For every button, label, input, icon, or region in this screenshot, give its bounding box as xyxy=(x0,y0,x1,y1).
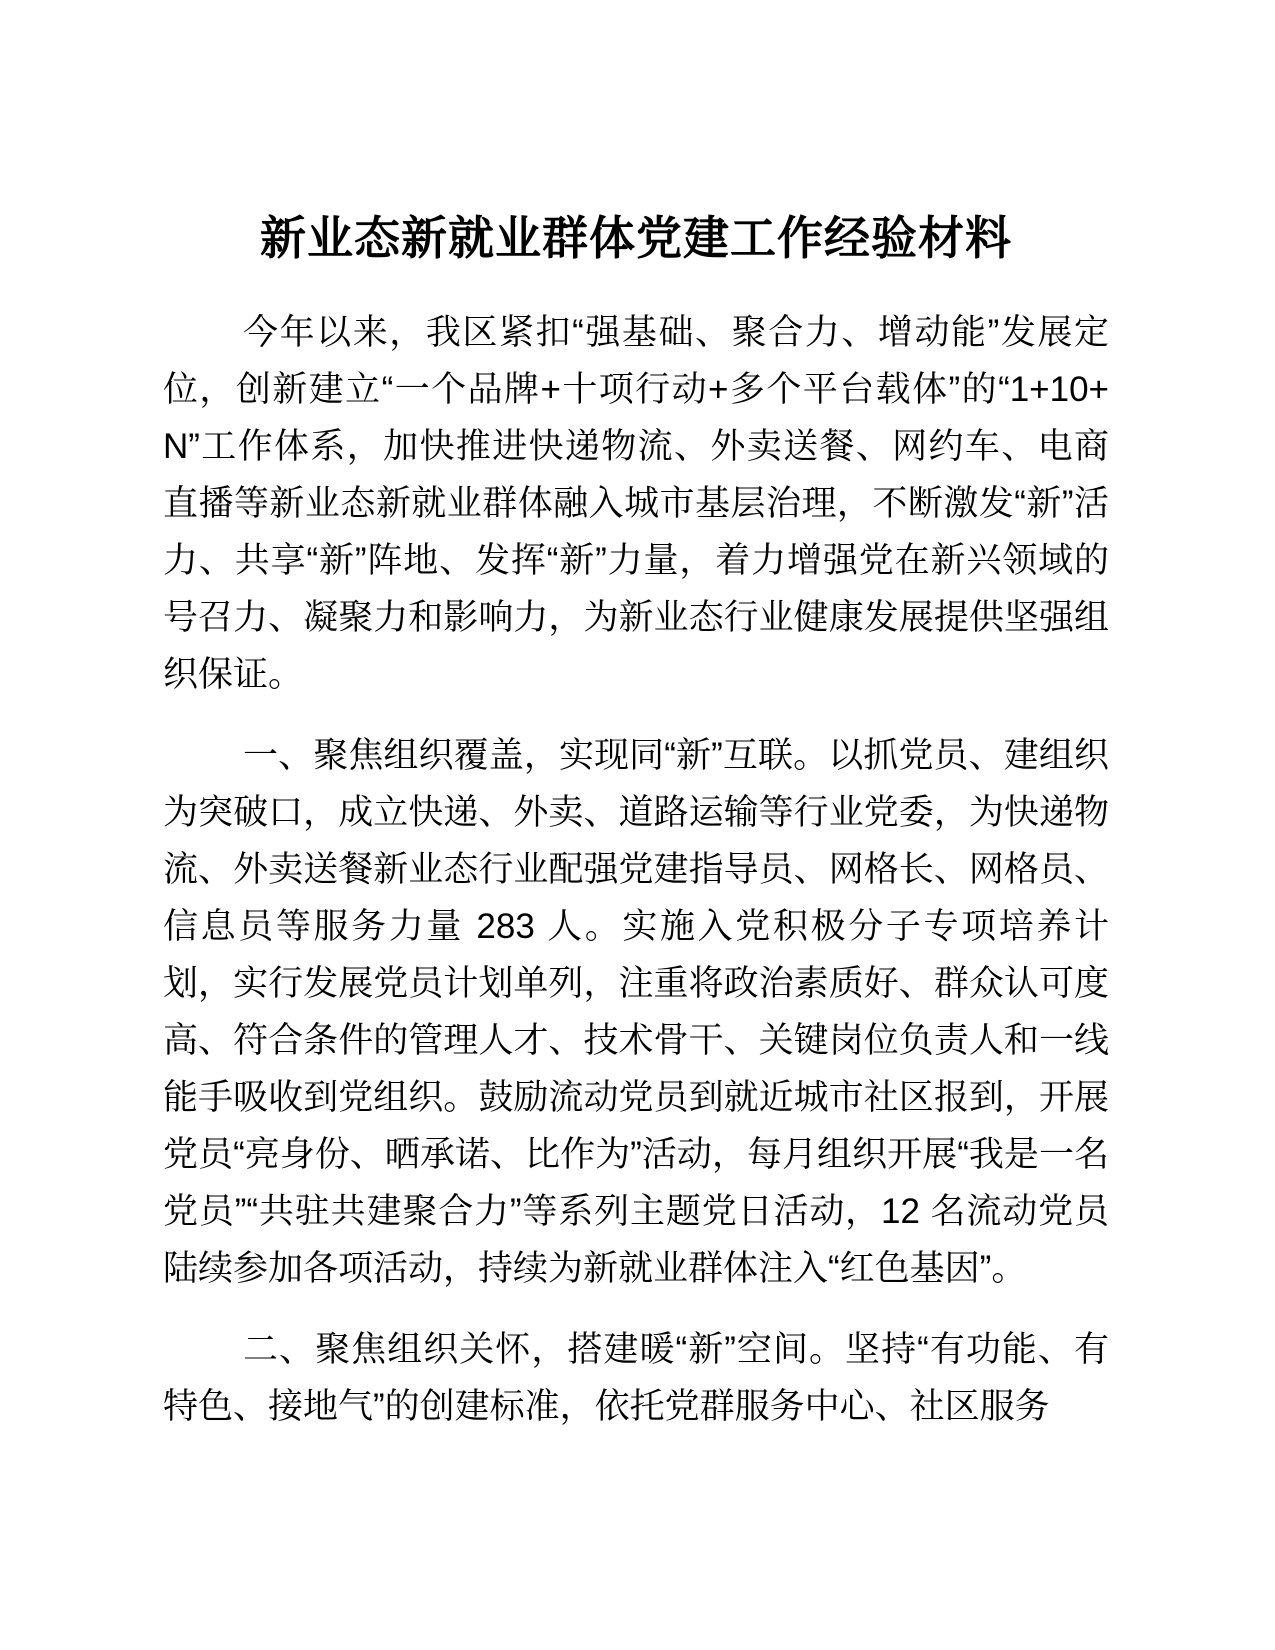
paragraph-section-2: 二、聚焦组织关怀，搭建暖“新”空间。坚持“有功能、有特色、接地气”的创建标准，依托党群服务中心、社区服务 xyxy=(163,1330,1109,1426)
paragraph-section-1: 一、聚焦组织覆盖，实现同“新”互联。以抓党员、建组织为突破口，成立快递、外卖、道路运输等行业党委，为快递物流、外卖送餐新业态行业配强党建指导员、网格长、网格员、信息员等服务力量 283 人。实施入党积极分子专项培养计划，实行发展党员计划单列，注重将政治素质好、群众认可度高、符合条件的管理人才、技术骨干、关键岗位负责人和一线能手吸收到党组织。鼓励流动党员到就近城市社区报到，开展党员“亮身份、晒承诺、比作为”活动，每月组织开展“我是一名党员”“共驻共建聚合力”等系列主题党日活动，12 名流动党员陆续参加各项活动，持续为新就业群体注入“红色基因”。 xyxy=(163,736,1109,1288)
paragraph-intro: 今年以来，我区紧扣“强基础、聚合力、增动能”发展定位，创新建立“一个品牌+十项行动+多个平台载体”的“1+10+N”工作体系，加快推进快递物流、外卖送餐、网约车、电商直播等新业态新就业群体融入城市基层治理，不断激发“新”活力、共享“新”阵地、发挥“新”力量，着力增强党在新兴领域的号召力、凝聚力和影响力，为新业态行业健康发展提供坚强组织保证。 xyxy=(163,313,1109,694)
document-title: 新业态新就业群体党建工作经验材料 xyxy=(260,212,1012,264)
